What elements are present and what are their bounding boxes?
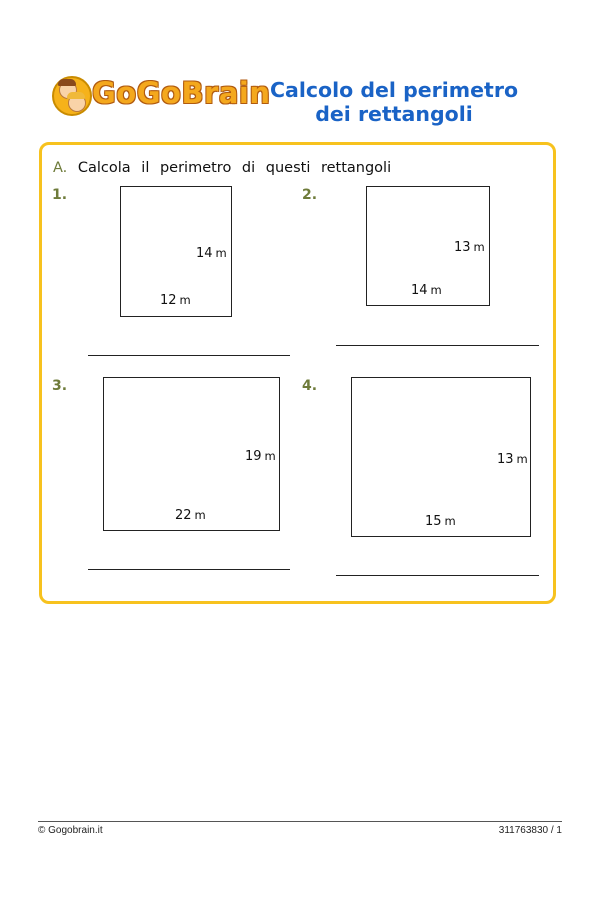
exercise-4-answer-line[interactable] <box>336 575 539 576</box>
exercise-4-width-label: 15 m <box>425 514 456 529</box>
exercise-3-height-label: 19 m <box>245 449 276 464</box>
exercise-3-width-label: 22 m <box>175 508 206 523</box>
exercise-2-answer-line[interactable] <box>336 345 539 346</box>
footer-page-id: 311763830 / 1 <box>498 825 562 836</box>
page-title-line2: dei rettangoli <box>315 102 473 126</box>
exercise-1-height-label: 14 m <box>196 246 227 261</box>
instruction-text: Calcola il perimetro di questi rettangoli <box>77 160 392 176</box>
exercise-3-number: 3. <box>52 378 68 394</box>
exercise-1-answer-line[interactable] <box>88 355 290 356</box>
page-title-line1: Calcolo del perimetro <box>269 78 519 102</box>
exercise-2-number: 2. <box>302 187 318 203</box>
page-title <box>244 78 544 126</box>
instruction <box>53 160 391 176</box>
gogobrain-logo <box>52 74 271 118</box>
logo-text: GoGoBrain <box>92 76 271 110</box>
footer-copyright: © Gogobrain.it <box>38 825 103 836</box>
kids-faces-icon <box>52 76 92 116</box>
footer-divider <box>38 821 562 822</box>
exercise-1-width-label: 12 m <box>160 293 191 308</box>
exercise-1-number: 1. <box>52 187 68 203</box>
section-letter: A. <box>53 160 68 176</box>
exercise-3-answer-line[interactable] <box>88 569 290 570</box>
exercise-4-height-label: 13 m <box>497 452 528 467</box>
exercise-2-height-label: 13 m <box>454 240 485 255</box>
exercise-4-number: 4. <box>302 378 318 394</box>
exercise-2-width-label: 14 m <box>411 283 442 298</box>
